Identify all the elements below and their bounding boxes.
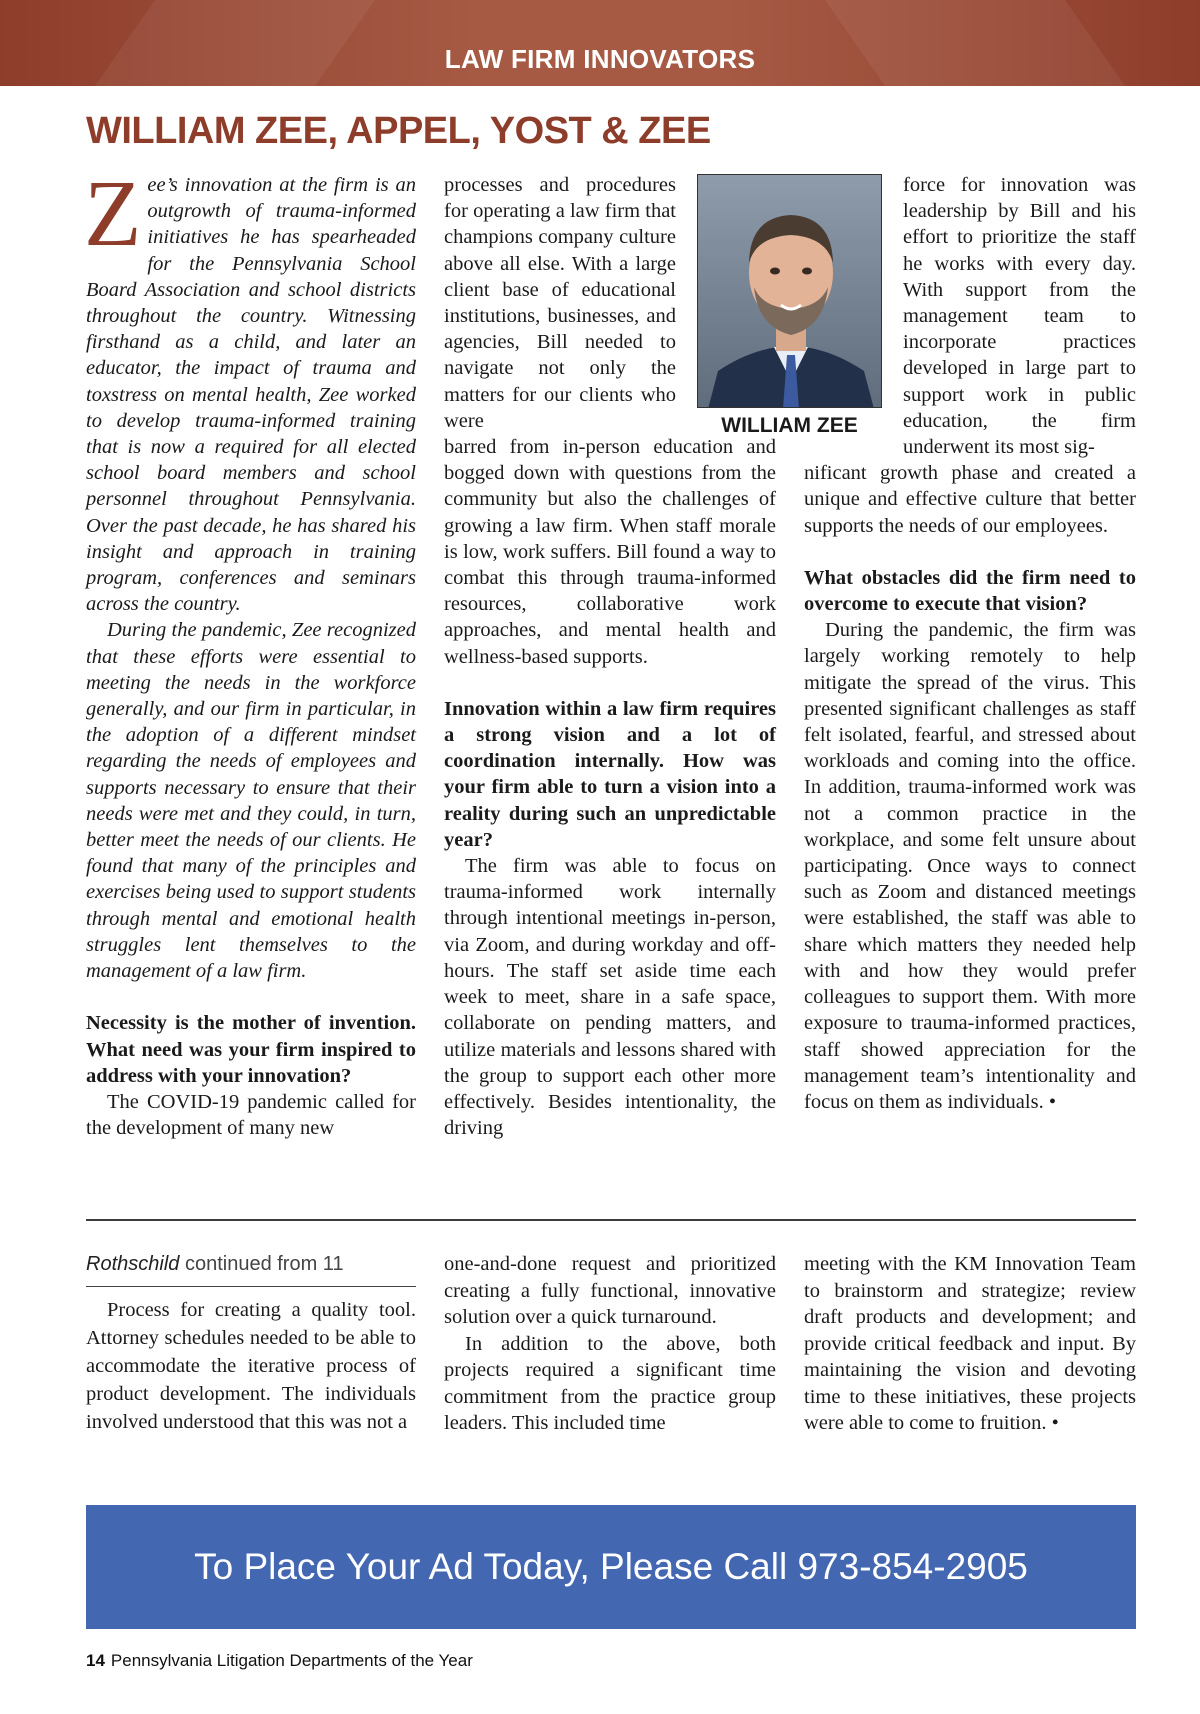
continued-paragraph-4: meeting with the KM Innovation Team to brainstorm and strategize; review draft products and development; and provide critical feedback and input. By maintaining the vision and devoting time to these initiatives, these projects were able to come to fruition. •: [804, 1253, 1136, 1434]
answer-2-start: The firm was able to focus on trauma-informed work internally through intentional meetings in-person, via Zoom, and during workday and off-hours. The staff set aside time each week to meet, share in a safe space, collaborate on pending matters, and utilize materials and lessons shared with the group to support each other more effectively. Besides intentionality, the driving: [444, 855, 776, 1140]
article-column-3: [804, 172, 1136, 1115]
continued-column-1: [86, 1296, 416, 1436]
intro-text-1: ee’s innovation at the firm is an outgrowth of trauma-informed initiatives he has spearheaded for the Pennsylvania School Board Association and school districts throughout the country. Witnessing firsthand as a child, and later an educator, the impact of trauma and toxstress on mental health, Zee worked to develop trauma-informed training that is now a required for all elected school board members and school personnel throughout Pennsylvania. Over the past decade, he has shared his insight and approach in training program, conferences and seminars across the country.: [86, 174, 416, 616]
continued-paragraph-1: Process for creating a quality tool. Attorney schedules needed to be able to accommodate the iterative process of product development. The individuals involved understood that this was not a: [86, 1299, 416, 1433]
question-2: Innovation within a law firm requires a strong vision and a lot of coordination internally. How was your firm able to turn a vision into a reality during such an unpredictable year?: [444, 697, 776, 851]
photo-caption: WILLIAM ZEE: [721, 414, 858, 437]
publication-title: Pennsylvania Litigation Departments of the Year: [110, 1651, 473, 1670]
section-divider: [86, 1219, 1136, 1221]
continued-note: continued from 11: [184, 1253, 344, 1275]
answer-3: During the pandemic, the firm was largely working remotely to help mitigate the spread of the virus. This presented significant challenges as staff felt isolated, fearful, and stressed about workloads and coming into the office. In addition, trauma-informed work was not a common practice in the workplace, and some felt unsure about participating. Once ways to connect such as Zoom and distanced meetings were established, the staff was able to share which matters they needed help with and how they would prefer colleagues to support them. With more exposure to trauma-informed practices, staff showed appreciation for the management team’s intentionality and focus on them as individuals. •: [804, 619, 1136, 1113]
section-banner: [0, 0, 1200, 86]
page-number: 14: [86, 1651, 105, 1670]
article-column-1: [84, 162, 416, 1141]
intro-paragraph-1: [84, 162, 416, 617]
answer-1-start: The COVID-19 pandemic called for the development of many new: [86, 1090, 416, 1140]
continued-article-name: Rothschild: [86, 1253, 180, 1275]
continued-column-2: [444, 1251, 776, 1437]
article-headline: WILLIAM ZEE, APPEL, YOST & ZEE: [86, 110, 711, 152]
page-footer: [86, 1651, 473, 1671]
question-3: What obstacles did the firm need to overcome to execute that vision?: [804, 566, 1136, 616]
section-label: LAW FIRM INNOVATORS: [444, 44, 756, 74]
answer-1-end: barred from in-person education and bogged down with questions from the community but also the challenges of growing a law firm. When staff morale is low, work suffers. Bill found a way to combat this through trauma-informed resources, collaborative work approaches, and mental health and wellness-based supports.: [444, 436, 776, 668]
continued-paragraph-2: one-and-done request and prioritized creating a fully functional, innovative solution over a quick turnaround.: [444, 1253, 776, 1328]
continued-column-3: [804, 1251, 1136, 1437]
answer-2-end: nificant growth phase and created a unique and effective culture that better supports the needs of our employees.: [804, 462, 1136, 537]
continued-paragraph-3: In addition to the above, both projects required a significant time commitment from the practice group leaders. This included time: [444, 1332, 776, 1434]
continued-header: [86, 1253, 416, 1287]
intro-paragraph-2: During the pandemic, Zee recognized that these efforts were essential to meeting the needs in the workforce generally, and our firm in particular, in the adoption of a different mindset regarding the needs of employees and supports necessary to ensure that their needs were met and they could, in turn, better meet the needs of our clients. He found that many of the principles and exercises being used to support students through mental and emotional health struggles lent themselves to the management of a law firm.: [86, 619, 416, 983]
drop-cap: Z: [84, 162, 142, 266]
answer-2-narrow: force for innovation was leadership by Bill and his effort to prioritize the staff he works with every day. With support from the management team to incorporate practices developed in large part to support work in public education, the firm underwent its most sig-: [903, 174, 1136, 459]
answer-1-narrow: processes and procedures for operating a law firm that champions company culture above all else. With a large client base of educational institutions, businesses, and agencies, Bill needed to navigate not only the matters for our clients who were: [444, 174, 676, 432]
ad-banner: [86, 1505, 1136, 1629]
ad-text: To Place Your Ad Today, Please Call 973-854-2905: [194, 1546, 1028, 1587]
question-1: Necessity is the mother of invention. What need was your firm inspired to address with your innovation?: [86, 1012, 416, 1087]
